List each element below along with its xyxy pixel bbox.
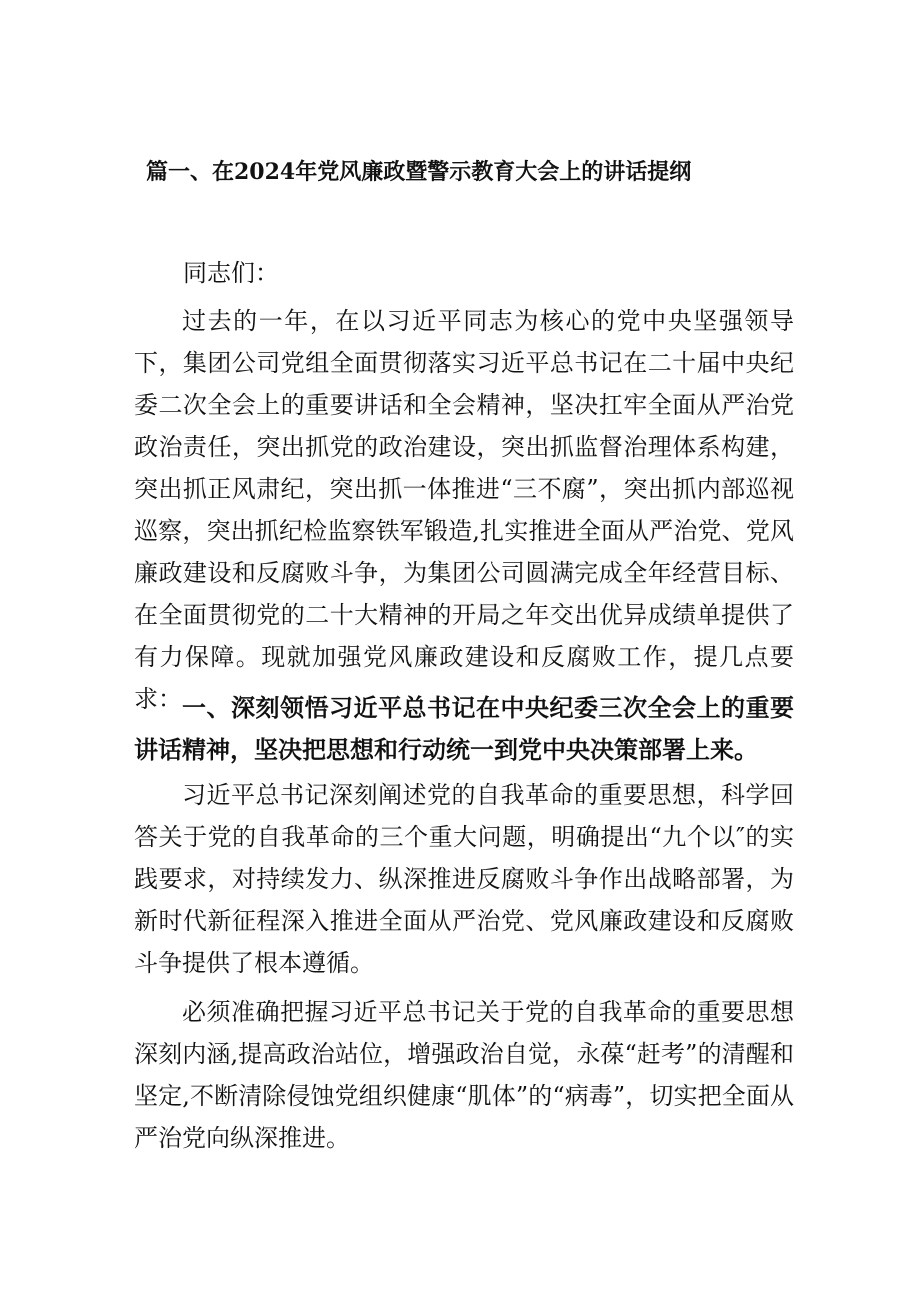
section-heading-1: 一、深刻领悟习近平总书记在中央纪委三次全会上的重要讲话精神，坚决把思想和行动统一到党中央决策部署上来。 [134, 693, 794, 764]
paragraph-section-1-a: 习近平总书记深刻阐述党的自我革命的重要思想，科学回答关于党的自我革命的三个重大问题，明确提出“九个以″的实践要求，对持续发力、纵深推进反腐败斗争作出战略部署，为新时代新征程深入推进全面从严治党、党风廉政建设和反腐败斗争提供了根本遵循。 [134, 781, 794, 977]
paragraph-section-1-b: 必须准确把握习近平总书记关于党的自我革命的重要思想深刻内涵,提高政治站位，增强政治自觉，永葆“赶考”的清醒和坚定,不断清除侵蚀党组织健康“肌体”的“病毒”，切实把全面从严治党向纵深推进。 [134, 998, 794, 1152]
paragraph-intro: 过去的一年，在以习近平同志为核心的党中央坚强领导下，集团公司党组全面贯彻落实习近平总书记在二十届中央纪委二次全会上的重要讲话和全会精神，坚决扛牢全面从严治党政治责任，突出抓党的政治建设，突出抓监督治理体系构建，突出抓正风肃纪，突出抓一体推进“三不腐”，突出抓内部巡视巡察，突出抓纪检监察铁军锻造,扎实推进全面从严治党、党风廉政建设和反腐败斗争，为集团公司圆满完成全年经营目标、在全面贯彻党的二十大精神的开局之年交出优异成绩单提供了有力保障。现就加强党风廉政建设和反腐败工作，提几点要求： [134, 307, 794, 713]
document-title: 篇一、在2024年党风廉政暨警示教育大会上的讲话提纲 [146, 159, 692, 185]
salutation: 同志们： [183, 259, 279, 287]
